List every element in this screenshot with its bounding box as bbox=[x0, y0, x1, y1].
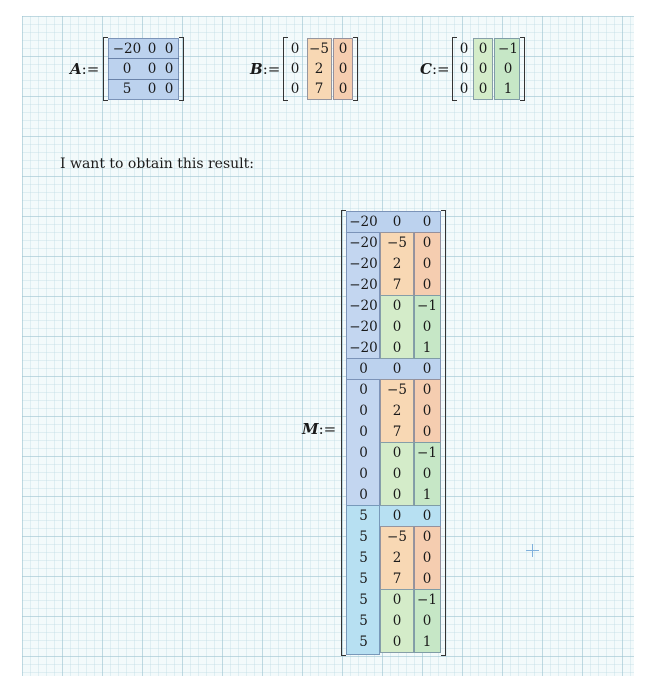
matrix-cell: −5 bbox=[387, 382, 407, 398]
matrix-cell: 2 bbox=[314, 61, 324, 77]
matrix-a-label: A:= bbox=[70, 60, 100, 78]
matrix-cell: 1 bbox=[422, 340, 432, 356]
matrix-cell: −20 bbox=[349, 340, 378, 356]
matrix-cell: 0 bbox=[422, 235, 432, 251]
matrix-cell: 0 bbox=[459, 81, 469, 97]
matrix-cell: 0 bbox=[422, 529, 432, 545]
matrix-cell: 0 bbox=[478, 81, 488, 97]
matrix-cell: −1 bbox=[417, 298, 437, 314]
matrix-cell: 0 bbox=[392, 319, 402, 335]
matrix-cell: 0 bbox=[147, 81, 157, 97]
matrix-cell: 0 bbox=[392, 340, 402, 356]
matrix-cell: 0 bbox=[478, 41, 488, 57]
matrix-cell: 0 bbox=[359, 445, 368, 461]
matrix-cell: 1 bbox=[422, 487, 432, 503]
matrix-cell: 0 bbox=[392, 361, 402, 377]
matrix-cell: 0 bbox=[338, 41, 348, 57]
matrix-cell: 0 bbox=[147, 41, 157, 57]
matrix-cell: 0 bbox=[459, 41, 469, 57]
matrix-cell: −20 bbox=[349, 319, 378, 335]
matrix-cell: 0 bbox=[459, 61, 469, 77]
matrix-cell: 5 bbox=[359, 634, 368, 650]
matrix-cell: 0 bbox=[359, 466, 368, 482]
matrix-cell: −1 bbox=[417, 592, 437, 608]
matrix-cell: 7 bbox=[314, 81, 324, 97]
matrix-cell: 0 bbox=[422, 508, 432, 524]
matrix-m[interactable] bbox=[341, 210, 446, 656]
matrix-b-label: B:= bbox=[250, 60, 281, 78]
crosshair-cursor-icon bbox=[526, 544, 539, 557]
matrix-cell: 0 bbox=[422, 382, 432, 398]
matrix-c[interactable] bbox=[452, 37, 525, 101]
matrix-cell: 0 bbox=[392, 445, 402, 461]
matrix-cell: −1 bbox=[498, 41, 518, 57]
matrix-cell: 0 bbox=[422, 550, 432, 566]
matrix-cell: 0 bbox=[392, 592, 402, 608]
matrix-cell: 5 bbox=[359, 592, 368, 608]
matrix-c-label: C:= bbox=[420, 60, 450, 78]
matrix-cell: 0 bbox=[359, 382, 368, 398]
matrix-cell: 0 bbox=[147, 61, 157, 77]
matrix-cell: 0 bbox=[422, 361, 432, 377]
matrix-cell: 2 bbox=[392, 256, 402, 272]
matrix-cell: 5 bbox=[359, 613, 368, 629]
matrix-cell: 0 bbox=[359, 403, 368, 419]
matrix-cell: 0 bbox=[164, 81, 174, 97]
matrix-cell: 1 bbox=[422, 634, 432, 650]
matrix-cell: 7 bbox=[392, 424, 402, 440]
worksheet-canvas[interactable] bbox=[22, 16, 634, 676]
matrix-cell: −20 bbox=[112, 41, 142, 57]
right-bracket bbox=[520, 37, 525, 101]
matrix-cell: 5 bbox=[359, 571, 368, 587]
matrix-cell: −20 bbox=[349, 214, 378, 230]
matrix-cell: −5 bbox=[387, 235, 407, 251]
matrix-cell: 0 bbox=[503, 61, 513, 77]
matrix-cell: 0 bbox=[422, 424, 432, 440]
matrix-cell: 0 bbox=[478, 61, 488, 77]
matrix-cell: 0 bbox=[290, 61, 300, 77]
left-bracket bbox=[283, 37, 288, 101]
matrix-cell: 1 bbox=[503, 81, 513, 97]
matrix-cell: 0 bbox=[122, 61, 132, 77]
matrix-cell: 7 bbox=[392, 571, 402, 587]
matrix-cell: 0 bbox=[422, 256, 432, 272]
matrix-cell: 0 bbox=[422, 466, 432, 482]
row-divider bbox=[108, 79, 179, 80]
matrix-cell: 0 bbox=[392, 613, 402, 629]
matrix-cell: −5 bbox=[387, 529, 407, 545]
matrix-cell: −20 bbox=[349, 277, 378, 293]
row-divider bbox=[108, 58, 179, 59]
right-bracket bbox=[441, 210, 446, 656]
matrix-cell: 0 bbox=[422, 571, 432, 587]
matrix-m-label: M:= bbox=[302, 420, 337, 438]
matrix-cell: 5 bbox=[359, 550, 368, 566]
left-bracket bbox=[452, 37, 457, 101]
matrix-cell: 0 bbox=[422, 613, 432, 629]
matrix-cell: 5 bbox=[122, 81, 132, 97]
matrix-cell: −20 bbox=[349, 298, 378, 314]
matrix-cell: 0 bbox=[392, 298, 402, 314]
matrix-cell: 0 bbox=[359, 487, 368, 503]
matrix-cell: 0 bbox=[422, 277, 432, 293]
matrix-cell: 0 bbox=[392, 487, 402, 503]
matrix-cell: 0 bbox=[164, 41, 174, 57]
matrix-cell: 0 bbox=[290, 81, 300, 97]
matrix-cell: 2 bbox=[392, 550, 402, 566]
right-bracket bbox=[179, 37, 184, 101]
right-bracket bbox=[353, 37, 358, 101]
worksheet-note[interactable]: I want to obtain this result: bbox=[60, 156, 254, 172]
matrix-cell: −5 bbox=[309, 41, 329, 57]
matrix-cell: 0 bbox=[422, 403, 432, 419]
matrix-cell: 0 bbox=[422, 214, 432, 230]
matrix-b[interactable] bbox=[283, 37, 358, 101]
matrix-cell: −20 bbox=[349, 235, 378, 251]
matrix-cell: 0 bbox=[392, 508, 402, 524]
matrix-cell: 0 bbox=[392, 466, 402, 482]
matrix-cell: 0 bbox=[359, 361, 368, 377]
matrix-a[interactable] bbox=[103, 37, 184, 101]
matrix-cell: 5 bbox=[359, 508, 368, 524]
matrix-cell: 2 bbox=[392, 403, 402, 419]
matrix-cell: 7 bbox=[392, 277, 402, 293]
matrix-cell: 0 bbox=[392, 634, 402, 650]
matrix-cell: 0 bbox=[359, 424, 368, 440]
matrix-cell: 0 bbox=[392, 214, 402, 230]
matrix-cell: 0 bbox=[338, 81, 348, 97]
matrix-cell: 0 bbox=[422, 319, 432, 335]
matrix-cell: −20 bbox=[349, 256, 378, 272]
matrix-cell: −1 bbox=[417, 445, 437, 461]
matrix-cell: 0 bbox=[290, 41, 300, 57]
matrix-cell: 0 bbox=[164, 61, 174, 77]
matrix-cell: 5 bbox=[359, 529, 368, 545]
matrix-cell: 0 bbox=[338, 61, 348, 77]
